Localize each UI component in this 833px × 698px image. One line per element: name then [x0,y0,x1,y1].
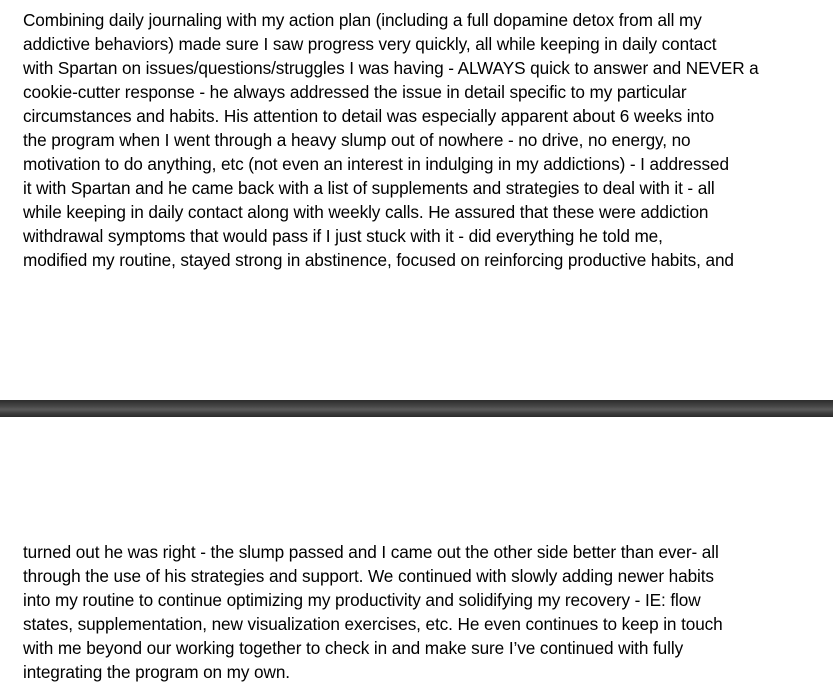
text-line: turned out he was right - the slump passed and I came out the other side better than ever- all [23,542,719,562]
page-break-separator [0,400,833,417]
text-line: integrating the program on my own. [23,662,290,682]
text-line: modified my routine, stayed strong in abstinence, focused on reinforcing productive habits, and [23,250,734,270]
text-line: states, supplementation, new visualization exercises, etc. He even continues to keep in touch [23,614,723,634]
text-line: it with Spartan and he came back with a list of supplements and strategies to deal with it - all [23,178,715,198]
text-line: through the use of his strategies and support. We continued with slowly adding newer habits [23,566,714,586]
text-line: with me beyond our working together to check in and make sure I’ve continued with fully [23,638,684,658]
text-line: with Spartan on issues/questions/struggles I was having - ALWAYS quick to answer and NEVER a [23,58,759,78]
text-line: addictive behaviors) made sure I saw progress very quickly, all while keeping in daily contact [23,34,717,54]
text-line: while keeping in daily contact along with weekly calls. He assured that these were addiction [23,202,709,222]
text-line: Combining daily journaling with my action plan (including a full dopamine detox from all my [23,10,702,30]
text-line: into my routine to continue optimizing my productivity and solidifying my recovery - IE: flow [23,590,701,610]
text-line: cookie-cutter response - he always addressed the issue in detail specific to my particular [23,82,687,102]
text-line: circumstances and habits. His attention to detail was especially apparent about 6 weeks into [23,106,715,126]
text-line: the program when I went through a heavy slump out of nowhere - no drive, no energy, no [23,130,691,150]
document-page-bottom [0,417,833,698]
text-line: withdrawal symptoms that would pass if I just stuck with it - did everything he told me, [23,226,663,246]
text-line: motivation to do anything, etc (not even an interest in indulging in my addictions) - I addressed [23,154,729,174]
